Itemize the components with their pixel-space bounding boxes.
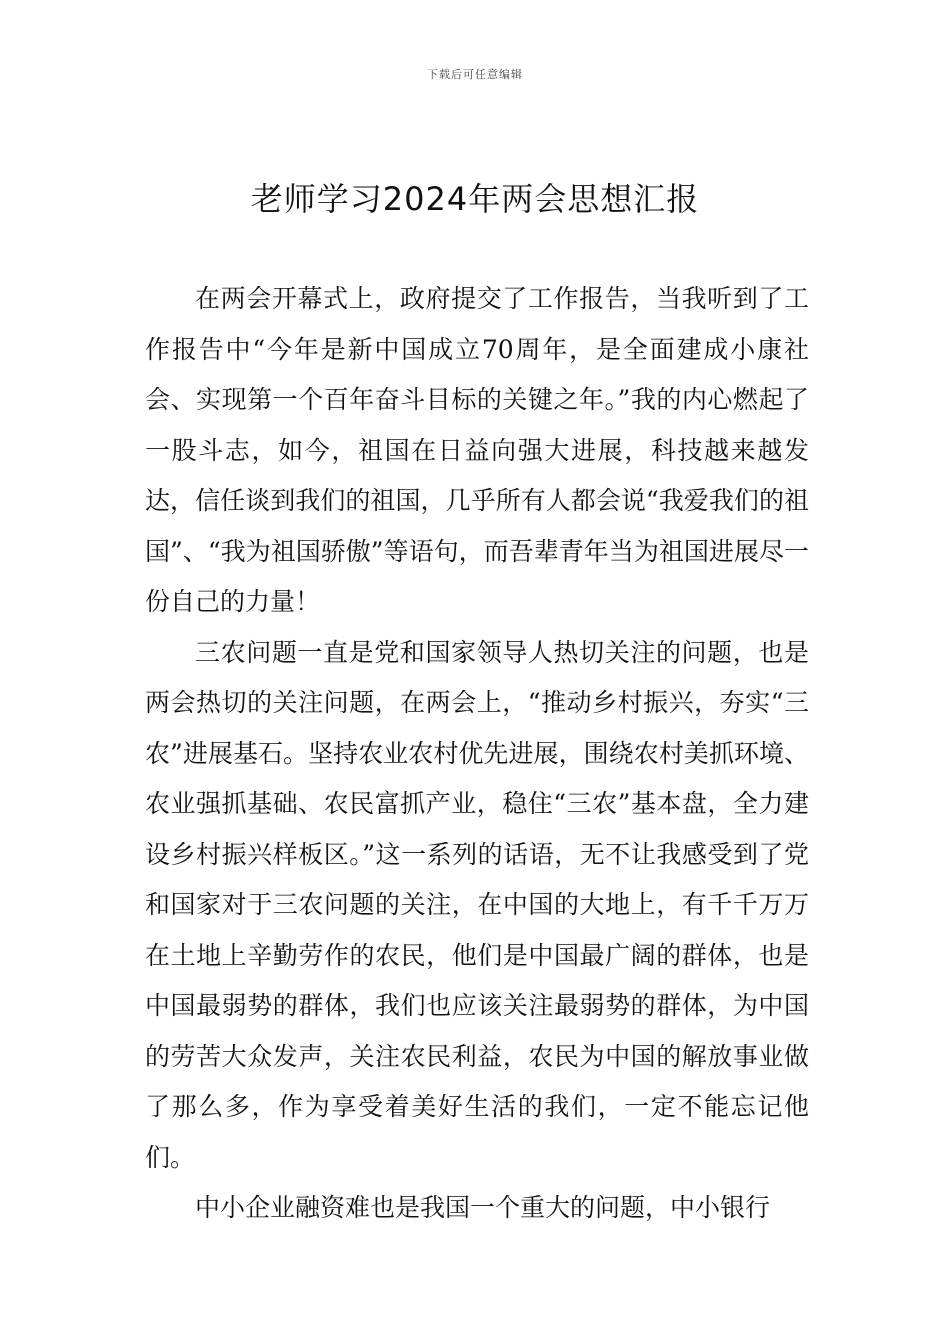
paragraph-1: 在两会开幕式上，政府提交了工作报告，当我听到了工作报告中“今年是新中国成立70周年，是全面建成小康社会、实现第一个百年奋斗目标的关键之年。”我的内心燃起了一股斗志，如今，祖国在日益向强大进展，科技越来越发达，信任谈到我们的祖国，几乎所有人都会说“我爱我们的祖国”、“我为祖国骄傲”等语句，而吾辈青年当为祖国进展尽一份自己的力量！ (145, 284, 809, 616)
document-title: 老师学习2024年两会思想汇报 (250, 180, 700, 218)
paragraph-3: 中小企业融资难也是我国一个重大的问题，中小银行 (195, 1193, 771, 1222)
document-body (145, 274, 809, 1234)
paragraph-2: 三农问题一直是党和国家领导人热切关注的问题，也是两会热切的关注问题，在两会上，“推动乡村振兴，夯实“三农”进展基石。坚持农业农村优先进展，围绕农村美抓环境、农业强抓基础、农民富抓产业，稳住“三农”基本盘，全力建设乡村振兴样板区。”这一系列的话语，无不让我感受到了党和国家对于三农问题的关注，在中国的大地上，有千千万万在土地上辛勤劳作的农民，他们是中国最广阔的群体，也是中国最弱势的群体，我们也应该关注最弱势的群体，为中国的劳苦大众发声，关注农民利益，农民为中国的解放事业做了那么多，作为享受着美好生活的我们，一定不能忘记他们。 (145, 637, 809, 1172)
header-note: 下载后可任意编辑 (427, 68, 523, 81)
